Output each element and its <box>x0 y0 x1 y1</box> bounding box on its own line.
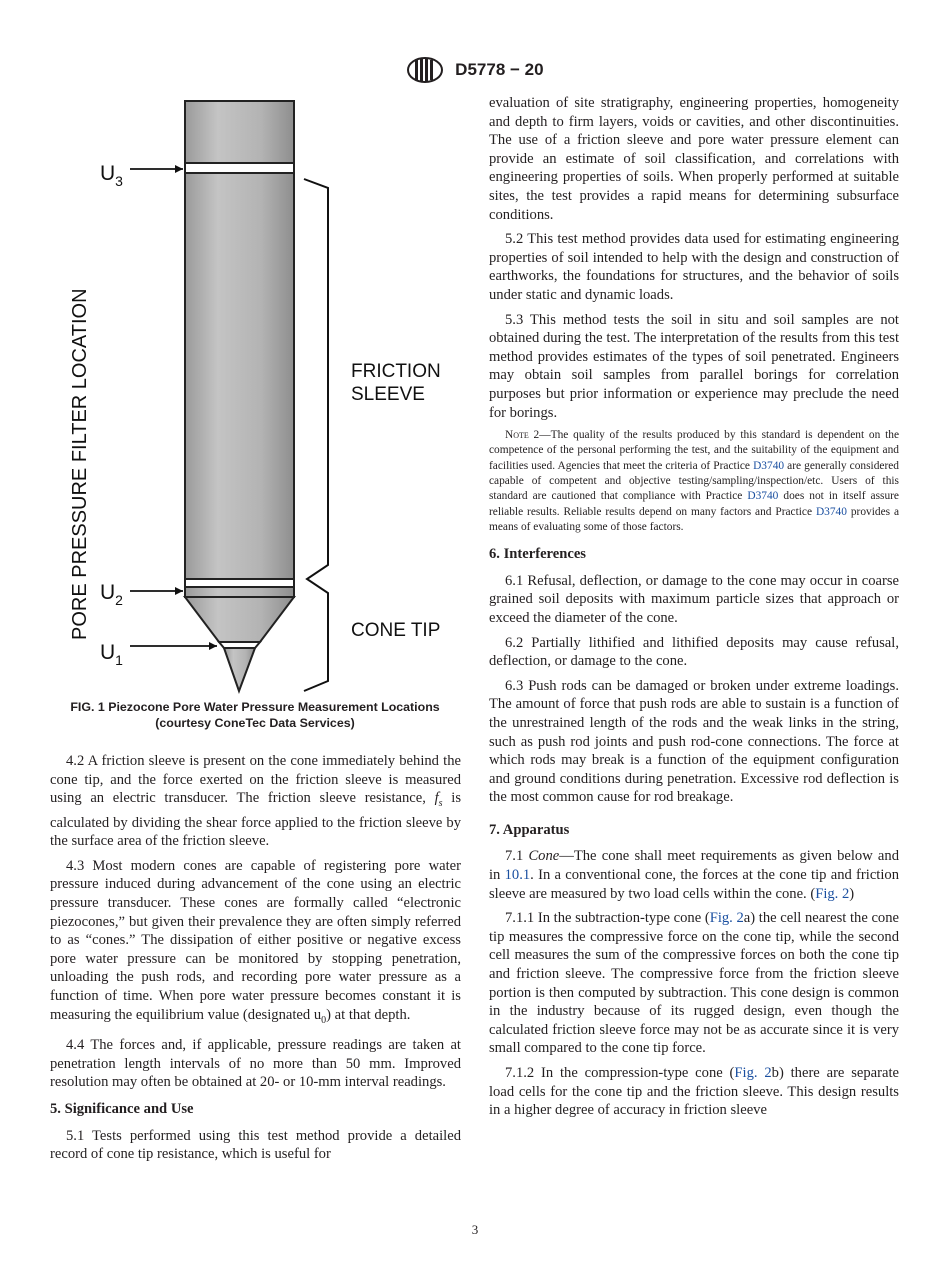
fig-2-link[interactable]: Fig. 2 <box>815 885 850 902</box>
friction-sleeve-brace <box>304 179 328 691</box>
paragraph-6-2: 6.2 Partially lithified and lithified deposits may cause refusal, deflection, or damage to the cone. <box>489 634 899 670</box>
d3740-link[interactable]: D3740 <box>815 505 847 518</box>
paragraph-6-3: 6.3 Push rods can be damaged or broken under extreme loadings. The amount of force that push rods are able to sustain is a function of the unrestrained length of the rods and the weak links in the string, such as push rod joints and push rod-cone connections. The force at which rods may break is a function of the equipment configuration and ground conditions during penetration. Excessive rod deflection is the most common cause for rod breakage. <box>489 677 899 806</box>
page-header <box>0 56 950 84</box>
u3-label: $U_3$ <box>100 162 123 189</box>
paragraph-5-2: 5.2 This test method provides data used for estimating engineering properties of soil intended to help with the design and construction of earthworks, the foundations for structures, and the behavior of soils under static and dynamic loads. <box>489 231 899 303</box>
u2-label: $U_2$ <box>100 581 123 608</box>
standard-designation: D5778 − 20 <box>455 60 544 79</box>
figure-caption <box>50 699 460 731</box>
section-5-heading: 5. Significance and Use <box>50 1100 194 1117</box>
figure-caption-title: FIG. 1 Piezocone Pore Water Pressure Measurement Locations <box>70 700 440 714</box>
friction-sleeve-label: FRICTION <box>351 361 441 382</box>
section-7-heading: 7. Apparatus <box>489 821 570 838</box>
paragraph-7-1: 7.1 Cone—The cone shall meet requirements as given below and in 10.1. In a conventional cone, the forces at the cone tip and friction sleeve are measured by two load cells within the cone. (Fig. 2) <box>489 848 900 902</box>
right-column <box>489 94 899 1126</box>
cone-tip-point <box>224 648 255 691</box>
u2-arrowhead-icon <box>175 587 183 595</box>
paragraph-4-4: 4.4 The forces and, if applicable, pressure readings are taken at penetration length intervals of no more than 50 mm. Improved resolution may often be obtained at 20- or 10-mm interval readings. <box>50 1037 461 1091</box>
pore-pressure-filter-location-label: PORE PRESSURE FILTER LOCATION <box>69 288 91 640</box>
paragraph-6-1: 6.1 Refusal, deflection, or damage to the cone may occur in coarse grained soil deposits with maximum particle sizes that approach or exceed the diameter of the cone. <box>489 572 899 626</box>
section-6-heading: 6. Interferences <box>489 546 586 563</box>
rod-upper-section <box>185 101 294 163</box>
d3740-link[interactable]: D3740 <box>753 459 785 472</box>
paragraph-5-1: 5.1 Tests performed using this test method provide a detailed record of cone tip resistance, which is useful for <box>50 1127 461 1163</box>
cone-upper <box>185 597 294 642</box>
u2-lower-ring <box>185 587 294 597</box>
paragraph-4-3: 4.3 Most modern cones are capable of registering pore water pressure induced during advancement of the cone using an electric pressure transducer. These cones are formally called “electronic piezocones,” but given their prevalence they are often simply referred to as “cones.” The dissipation of either positive or negative excess pore water pressure can be monitored by stopping penetration, unloading the push rods, and recording pore water pressure as a function of time. When pore water pressure becomes constant it is measuring the equilibrium value (designated $u_0$) at that depth. <box>50 857 461 1026</box>
figure-caption-credit: (courtesy ConeTec Data Services) <box>155 716 355 730</box>
cone-tip-label: CONE TIP <box>351 620 441 641</box>
friction-sleeve-body <box>185 173 294 579</box>
u1-arrowhead-icon <box>209 642 217 650</box>
paragraph-7-1-1: 7.1.1 In the subtraction-type cone (Fig. 2a) the cell nearest the cone tip measures the compressive force on the cone tip, while the second cell measures the sum of the compressive forces on both the cone tip and friction sleeve. The compressive force from the friction sleeve portion is then computed by subtraction. This cone design is common in the industry because of its rugged design, even though the calculated friction sleeve force may not be as accurate since it is very small compared to the cone tip force. <box>489 910 899 1057</box>
paragraph-4-2: 4.2 A friction sleeve is present on the cone immediately behind the cone tip, and the force exerted on the friction sleeve is measured using an electric transducer. The friction sleeve resistance, $f_s$ is calculated by dividing the shear force applied to the friction sleeve by the surface area of the friction sleeve. <box>50 753 461 850</box>
u2-filter-band <box>185 579 294 587</box>
u1-label: $U_1$ <box>100 641 123 668</box>
paragraph-7-1-2: 7.1.2 In the compression-type cone (Fig. 2b) there are separate load cells for the cone tip and the friction sleeve. This design results in a higher degree of accuracy in friction sleeve <box>489 1065 900 1119</box>
note-2: Note 2—The quality of the results produced by this standard is dependent on the competence of the personal performing the test, and the suitability of the equipment and facilities used. Agencies that meet the criteria of Practice D3740 are generally considered capable of competent and objective testing/sampling/inspection/etc. Users of this standard are cautioned that compliance with Practice D3740 does not in itself assure reliable results. Reliable results depend on many factors and Practice D3740 provides a means of evaluating some of those factors. <box>489 429 899 533</box>
piezocone-figure <box>50 95 470 695</box>
u3-filter-band <box>185 163 294 173</box>
d3740-link[interactable]: D3740 <box>747 490 779 503</box>
left-column <box>50 752 461 1170</box>
page-number: 3 <box>471 1222 479 1237</box>
fig-2-link[interactable]: Fig. 2 <box>734 1065 772 1082</box>
friction-sleeve-label-line2: SLEEVE <box>351 384 425 405</box>
paragraph-5-1-continued: evaluation of site stratigraphy, engineering properties, homogeneity and depth to firm layers, voids or cavities, and other discontinuities. The use of a friction sleeve and pore water pressure element can provide an estimate of soil classification, and correlations with engineering properties of soils. When properly performed at suitable sites, the test provides a rapid means for determining subsurface conditions. <box>489 95 899 223</box>
u3-arrowhead-icon <box>175 165 183 173</box>
astm-logo-icon <box>406 56 444 84</box>
section-10-1-link[interactable]: 10.1 <box>504 867 531 884</box>
fig-2-link[interactable]: Fig. 2 <box>709 910 744 927</box>
paragraph-5-3: 5.3 This method tests the soil in situ and soil samples are not obtained during the test. The interpretation of the results from this test method provides estimates of the types of soil penetrated. Engineers may obtain soil samples from parallel borings for correlation purposes but prior information or experience may preclude the need for borings. <box>489 311 899 421</box>
